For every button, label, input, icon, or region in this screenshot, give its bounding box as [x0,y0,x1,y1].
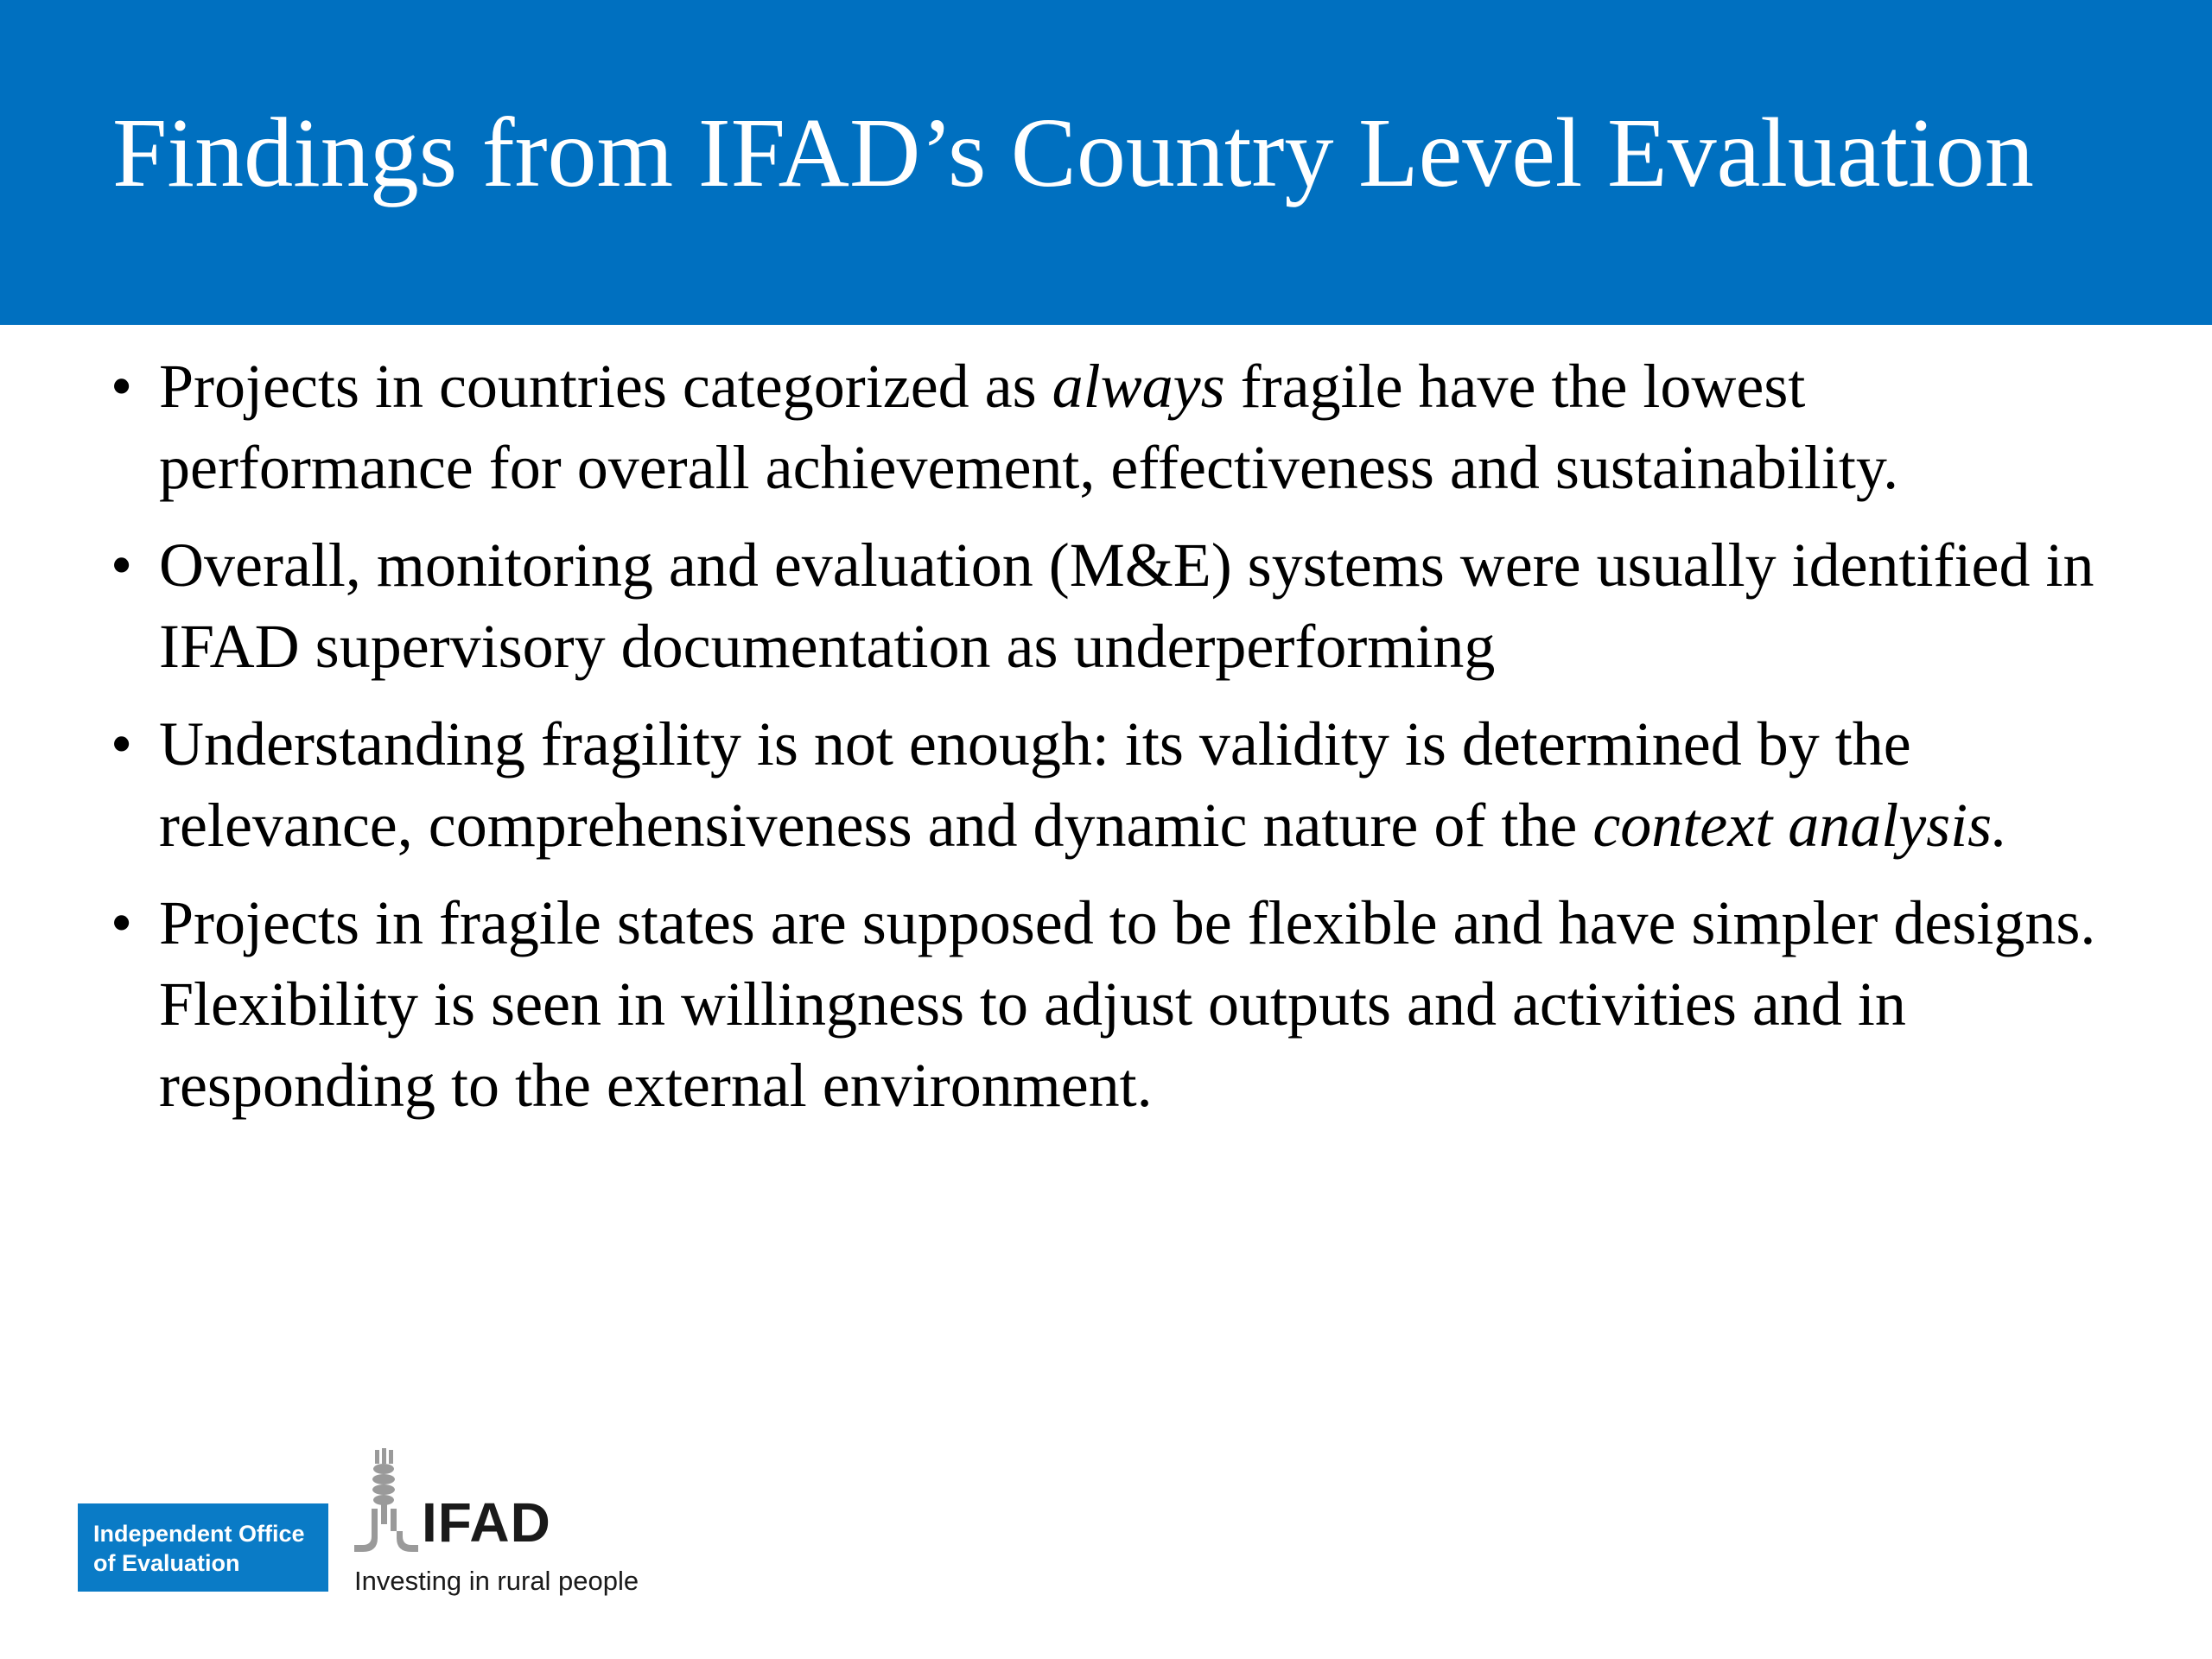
bullet-marker: • [111,709,133,779]
ifad-tagline: Investing in rural people [354,1566,639,1596]
title-banner [0,0,2212,325]
bullet-4-text: Projects in fragile states are supposed to be flexible and have simpler designs. Flexibility is seen in willingness to adjust outputs and activities and in responding to the external environment. [159,888,2096,1120]
ioe-logo-line2: of Evaluation [93,1550,240,1576]
bullet-1-emphasis: always [1052,352,1225,421]
bullet-3-text: Understanding fragility is not enough: its validity is determined by the relevance, comprehensiveness and dynamic nature of the [159,709,1911,860]
ioe-logo [78,1503,328,1592]
bullet-1-text-a: Projects in countries categorized as [159,352,1052,421]
bullet-3-emphasis: context analysis. [1592,791,2008,860]
ifad-emblem-icon [351,1448,420,1560]
bullet-item-2 [111,524,2115,687]
bullet-item-3 [111,703,2115,866]
bullet-item-1 [111,346,2115,508]
bullet-list [111,346,2115,1142]
slide-title: Findings from IFAD’s Country Level Evaluation [112,98,2034,207]
ioe-logo-line1: Independent Office [93,1521,305,1547]
bullet-marker: • [111,531,133,600]
bullet-2-text: Overall, monitoring and evaluation (M&E) systems were usually identified in IFAD supervisory documentation as underperforming [159,531,2094,681]
ifad-wordmark: IFAD [422,1491,551,1554]
bullet-item-4 [111,882,2115,1126]
bullet-marker: • [111,888,133,957]
bullet-marker: • [111,352,133,421]
bullet-1-text-b: fragile have the lowest performance for overall achievement, effectiveness and sustainability. [159,352,1899,502]
